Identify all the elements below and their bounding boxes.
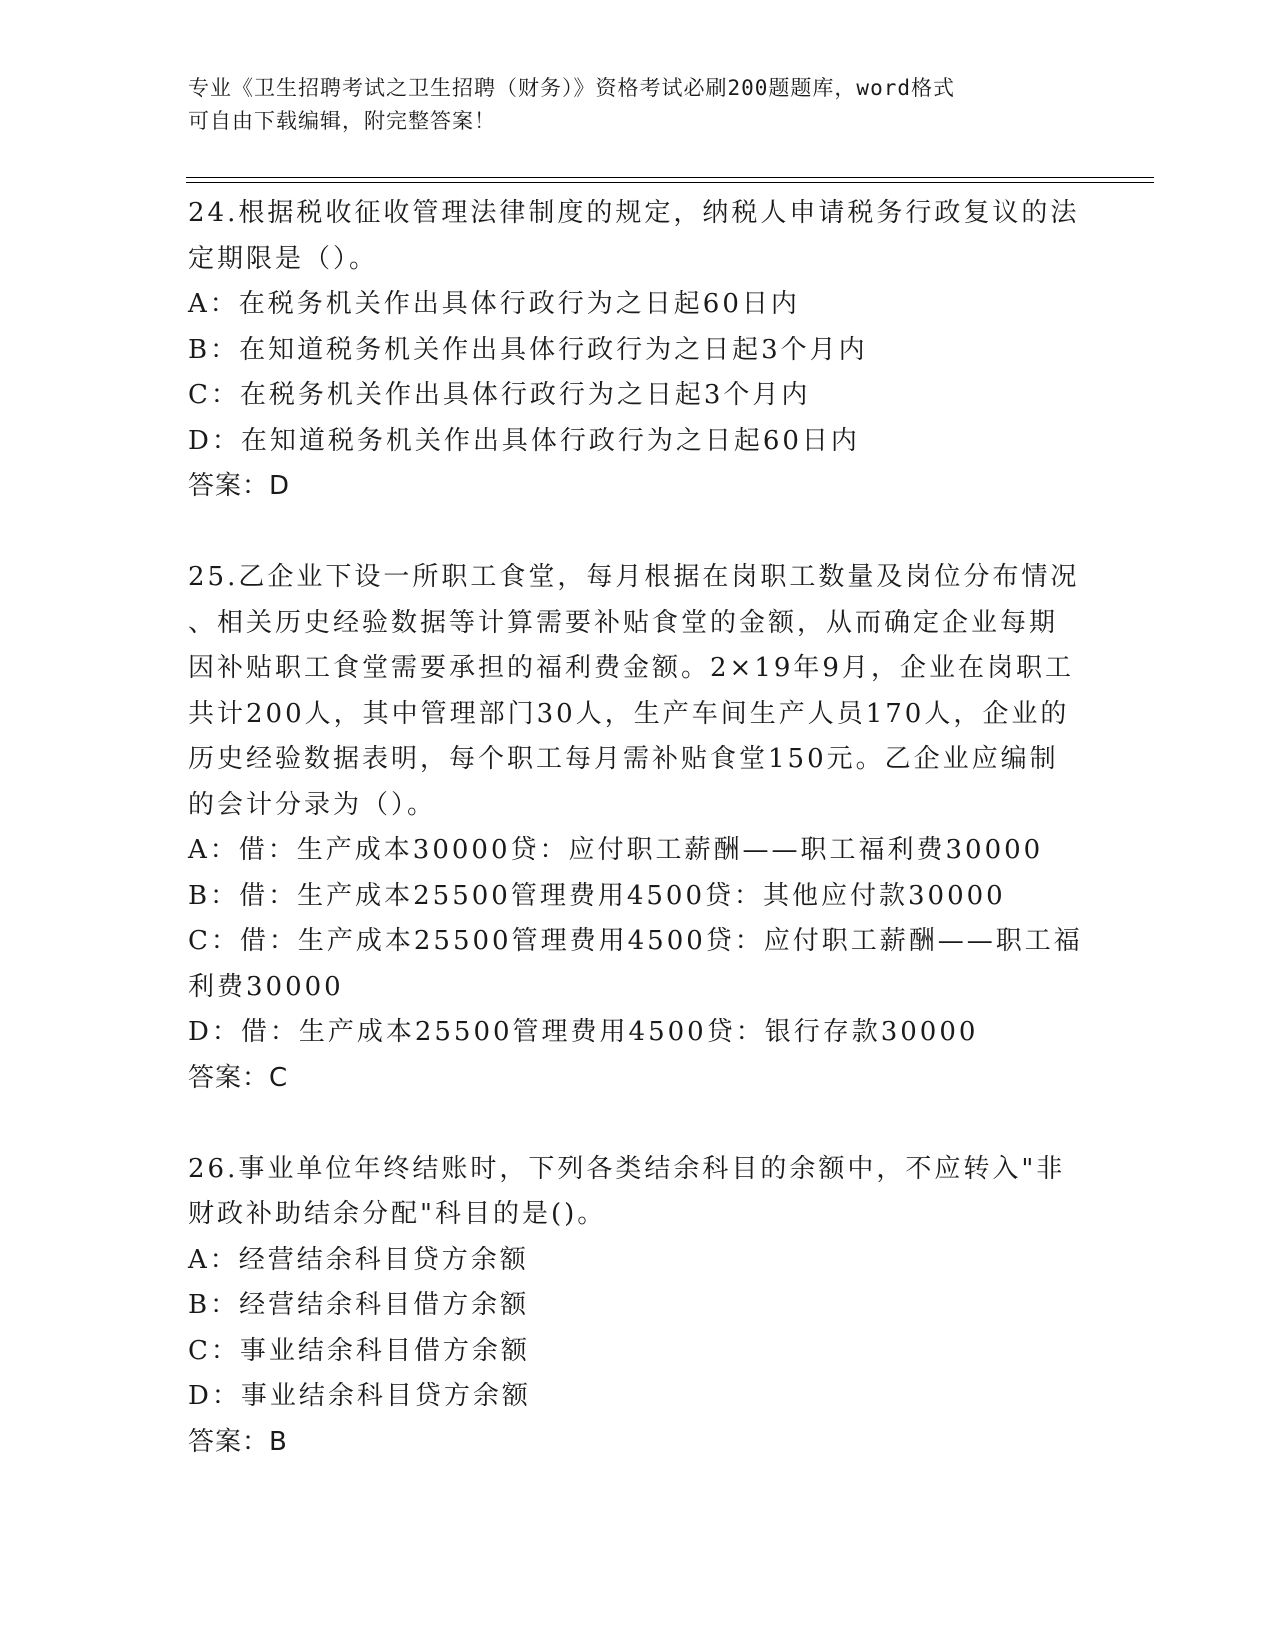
question-text: 的会计分录为（）。	[188, 789, 437, 820]
header-divider-top	[186, 177, 1154, 178]
question-text: 、相关历史经验数据等计算需要补贴食堂的金额，从而确定企业每期	[188, 607, 1059, 638]
option-d: D：在知道税务机关作出具体行政行为之日起60日内	[188, 425, 860, 456]
question-text: 共计200人，其中管理部门30人，生产车间生产人员170人，企业的	[188, 698, 1070, 729]
question-26	[188, 1147, 1088, 1466]
answer-label: 答案：B	[188, 1426, 288, 1457]
question-text: 因补贴职工食堂需要承担的福利费金额。2×19年9月，企业在岗职工	[188, 653, 1074, 683]
option-a: A：借：生产成本30000贷：应付职工薪酬——职工福利费30000	[188, 835, 1044, 865]
header-line-1: 专业《卫生招聘考试之卫生招聘（财务）》资格考试必刷200题题库，word格式	[188, 76, 955, 100]
question-text: 26.事业单位年终结账时，下列各类结余科目的余额中，不应转入"非	[188, 1153, 1066, 1184]
spacer	[188, 510, 1088, 556]
question-text: 历史经验数据表明，每个职工每月需补贴食堂150元。乙企业应编制	[188, 744, 1059, 774]
option-b: B：借：生产成本25500管理费用4500贷：其他应付款30000	[188, 880, 1006, 911]
option-b: B：经营结余科目借方余额	[188, 1290, 530, 1320]
option-c: C：事业结余科目借方余额	[188, 1335, 530, 1366]
question-text: 25.乙企业下设一所职工食堂，每月根据在岗职工数量及岗位分布情况	[188, 562, 1080, 592]
question-25	[188, 555, 1088, 1101]
header-line-2: 可自由下载编辑，附完整答案！	[188, 109, 496, 133]
question-text: 24.根据税收征收管理法律制度的规定，纳税人申请税务行政复议的法	[188, 198, 1080, 228]
page-header	[188, 72, 1088, 138]
option-c: C：借：生产成本25500管理费用4500贷：应付职工薪酬——职工福	[188, 926, 1083, 956]
question-24	[188, 191, 1088, 510]
option-d: D：借：生产成本25500管理费用4500贷：银行存款30000	[188, 1017, 979, 1047]
question-text: 定期限是（）。	[188, 243, 379, 274]
header-divider-bottom	[186, 182, 1154, 183]
question-list	[188, 191, 1088, 1465]
answer-label: 答案：D	[188, 471, 291, 501]
option-b: B：在知道税务机关作出具体行政行为之日起3个月内	[188, 334, 868, 365]
answer-label: 答案：C	[188, 1062, 289, 1093]
option-a: A：在税务机关作出具体行政行为之日起60日内	[188, 289, 800, 319]
option-d: D：事业结余科目贷方余额	[188, 1381, 531, 1411]
option-c-continued: 利费30000	[188, 971, 344, 1002]
option-a: A：经营结余科目贷方余额	[188, 1244, 529, 1275]
spacer	[188, 1101, 1088, 1147]
option-c: C：在税务机关作出具体行政行为之日起3个月内	[188, 380, 811, 410]
question-text: 财政补助结余分配"科目的是()。	[188, 1199, 607, 1229]
